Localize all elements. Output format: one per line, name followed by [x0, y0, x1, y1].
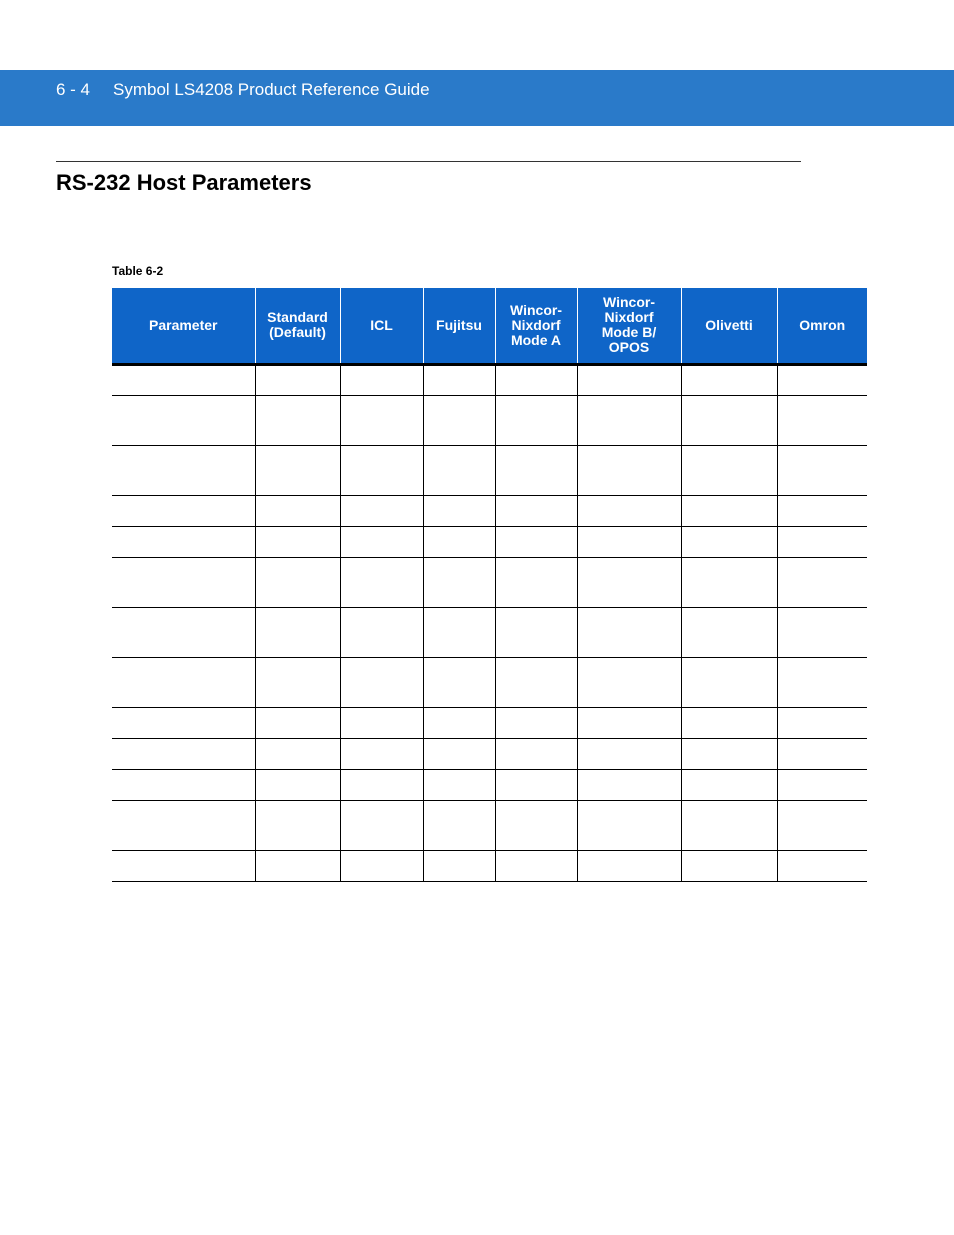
table-cell	[112, 364, 255, 395]
table-cell	[577, 707, 681, 738]
table-cell	[112, 707, 255, 738]
table-cell	[255, 657, 340, 707]
guide-title: Symbol LS4208 Product Reference Guide	[113, 80, 430, 99]
table-cell	[340, 526, 423, 557]
table-cell	[577, 769, 681, 800]
table-row	[112, 850, 867, 881]
table-row	[112, 657, 867, 707]
table-cell	[112, 800, 255, 850]
table-cell	[577, 495, 681, 526]
table-cell	[777, 769, 867, 800]
table-cell	[112, 495, 255, 526]
table-row	[112, 495, 867, 526]
table-row	[112, 738, 867, 769]
table-cell	[112, 557, 255, 607]
table-cell	[423, 526, 495, 557]
table-cell	[340, 364, 423, 395]
table-cell	[495, 395, 577, 445]
table-cell	[340, 607, 423, 657]
column-header-omron: Omron	[777, 288, 867, 364]
table-cell	[681, 769, 777, 800]
column-header-icl: ICL	[340, 288, 423, 364]
table-cell	[681, 707, 777, 738]
table-cell	[423, 395, 495, 445]
table-cell	[423, 607, 495, 657]
table-cell	[340, 495, 423, 526]
table-cell	[423, 557, 495, 607]
table-cell	[255, 445, 340, 495]
column-header-olivetti: Olivetti	[681, 288, 777, 364]
table-cell	[255, 850, 340, 881]
table-cell	[681, 495, 777, 526]
table-cell	[340, 657, 423, 707]
table-cell	[577, 364, 681, 395]
table-cell	[423, 738, 495, 769]
table-cell	[340, 707, 423, 738]
table-row	[112, 364, 867, 395]
table-cell	[255, 769, 340, 800]
table-cell	[681, 526, 777, 557]
table-header-row	[112, 288, 867, 364]
table-row	[112, 607, 867, 657]
table-cell	[777, 526, 867, 557]
table-cell	[340, 769, 423, 800]
table-cell	[495, 850, 577, 881]
table-cell	[777, 607, 867, 657]
table-cell	[495, 707, 577, 738]
column-header-wincor-mode-b: Wincor-Nixdorf Mode B/ OPOS	[577, 288, 681, 364]
table-cell	[777, 395, 867, 445]
table-cell	[495, 364, 577, 395]
table-cell	[495, 557, 577, 607]
table-cell	[340, 850, 423, 881]
table-cell	[340, 445, 423, 495]
column-header-parameter: Parameter	[112, 288, 255, 364]
table-cell	[112, 850, 255, 881]
table-cell	[777, 445, 867, 495]
table-cell	[423, 445, 495, 495]
table-cell	[112, 657, 255, 707]
table-cell	[577, 526, 681, 557]
table-cell	[112, 526, 255, 557]
table-cell	[577, 800, 681, 850]
table-row	[112, 800, 867, 850]
table-cell	[681, 657, 777, 707]
table-caption: Table 6-2	[112, 264, 164, 278]
table-cell	[255, 607, 340, 657]
table-cell	[255, 395, 340, 445]
table-cell	[423, 707, 495, 738]
table-cell	[577, 657, 681, 707]
table-cell	[112, 445, 255, 495]
table-cell	[255, 495, 340, 526]
table-row	[112, 707, 867, 738]
table-cell	[577, 850, 681, 881]
table-cell	[495, 657, 577, 707]
table-cell	[112, 607, 255, 657]
table-cell	[495, 526, 577, 557]
table-cell	[112, 395, 255, 445]
table-cell	[255, 800, 340, 850]
table-cell	[255, 364, 340, 395]
table-cell	[495, 800, 577, 850]
table-cell	[340, 395, 423, 445]
column-header-fujitsu: Fujitsu	[423, 288, 495, 364]
table-cell	[681, 738, 777, 769]
table-cell	[777, 364, 867, 395]
table-cell	[777, 557, 867, 607]
table-cell	[777, 707, 867, 738]
table-cell	[681, 800, 777, 850]
table-cell	[495, 769, 577, 800]
rs232-parameters-table	[112, 288, 867, 882]
table-cell	[577, 738, 681, 769]
section-divider	[56, 161, 801, 162]
table-cell	[423, 800, 495, 850]
table-cell	[423, 495, 495, 526]
table-cell	[777, 657, 867, 707]
table-row	[112, 769, 867, 800]
table-cell	[255, 738, 340, 769]
table-cell	[255, 526, 340, 557]
table-cell	[255, 557, 340, 607]
table-cell	[577, 557, 681, 607]
table-cell	[255, 707, 340, 738]
table-row	[112, 445, 867, 495]
table-cell	[681, 850, 777, 881]
table-cell	[777, 495, 867, 526]
table-cell	[577, 607, 681, 657]
table-cell	[681, 364, 777, 395]
table-cell	[423, 657, 495, 707]
table-cell	[577, 445, 681, 495]
table-cell	[423, 364, 495, 395]
section-title: RS-232 Host Parameters	[56, 170, 312, 195]
page-number: 6 - 4	[56, 80, 91, 99]
table-cell	[681, 557, 777, 607]
table-cell	[495, 495, 577, 526]
table-row	[112, 557, 867, 607]
table-row	[112, 395, 867, 445]
table-cell	[112, 769, 255, 800]
column-header-standard: Standard (Default)	[255, 288, 340, 364]
table-cell	[423, 850, 495, 881]
table-cell	[681, 607, 777, 657]
table-cell	[681, 395, 777, 445]
table-cell	[495, 738, 577, 769]
table-cell	[777, 738, 867, 769]
table-cell	[681, 445, 777, 495]
table-cell	[112, 738, 255, 769]
table-cell	[777, 850, 867, 881]
table-cell	[340, 738, 423, 769]
table-cell	[577, 395, 681, 445]
table-cell	[777, 800, 867, 850]
table-cell	[340, 557, 423, 607]
table-row	[112, 526, 867, 557]
table-cell	[423, 769, 495, 800]
table-cell	[495, 607, 577, 657]
column-header-wincor-mode-a: Wincor-Nixdorf Mode A	[495, 288, 577, 364]
table-cell	[495, 445, 577, 495]
table-cell	[340, 800, 423, 850]
